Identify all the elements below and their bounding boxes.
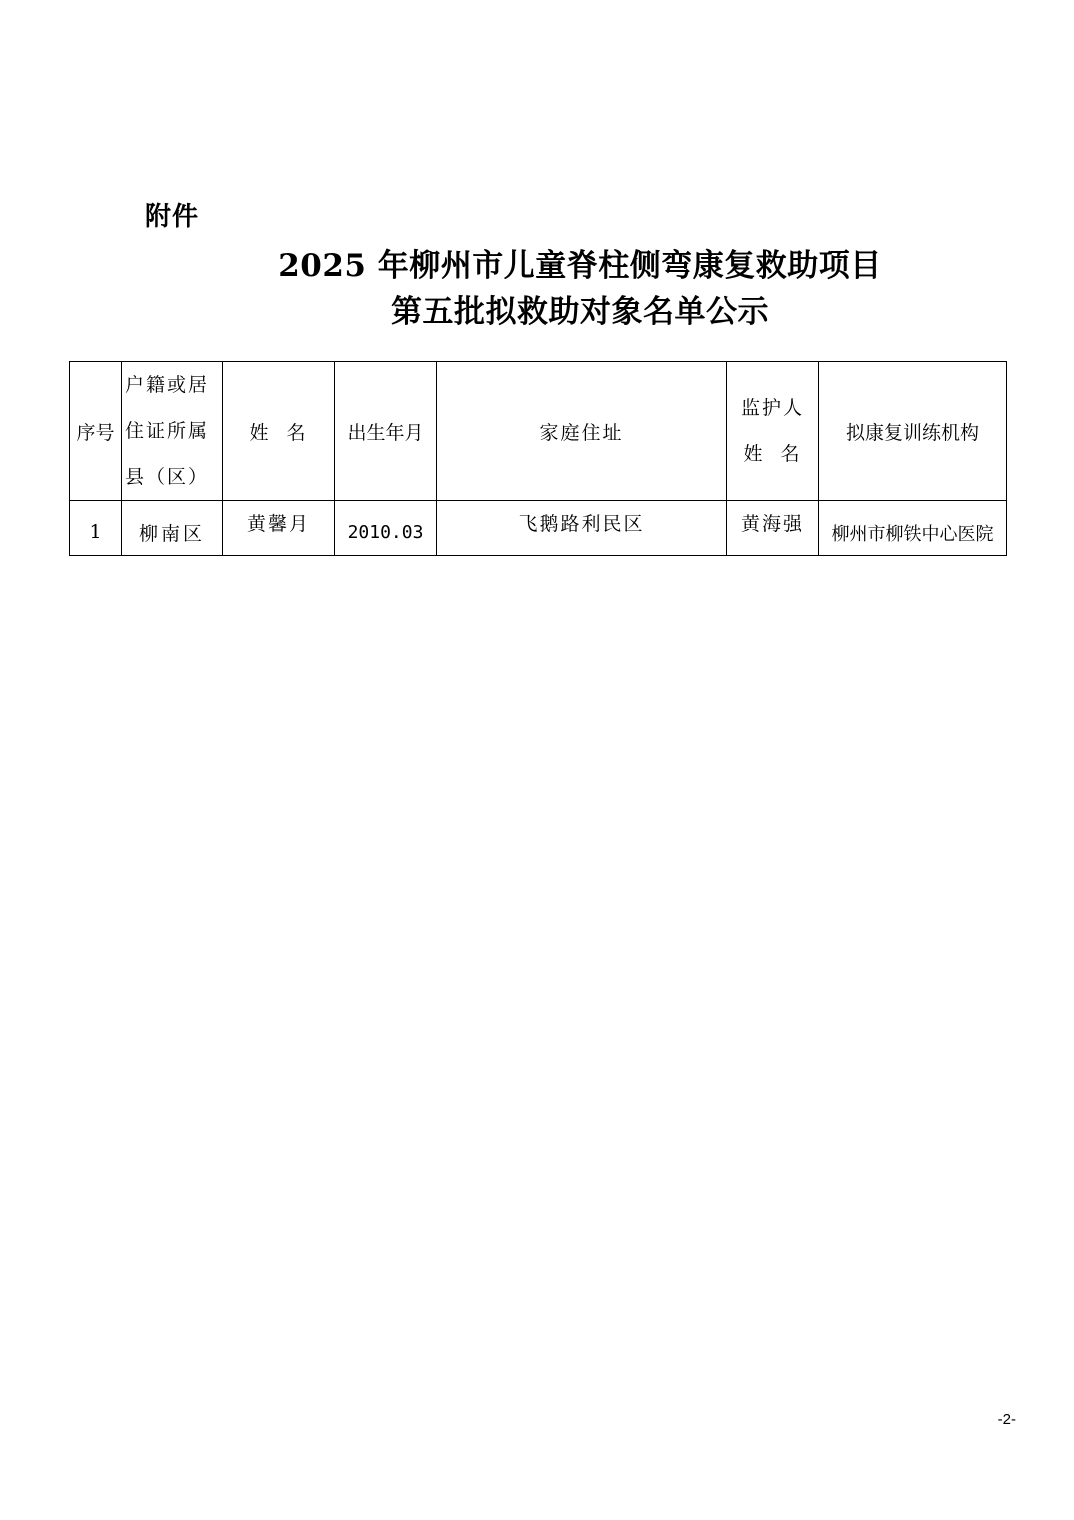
cell-name xyxy=(223,501,335,556)
cell-birth xyxy=(335,501,437,556)
header-birth xyxy=(335,362,437,501)
header-guardian-label: 监护人 姓 名 xyxy=(740,397,804,465)
cell-name-value: 黄馨月 xyxy=(246,512,310,535)
cell-institution xyxy=(819,501,1007,556)
table-row xyxy=(70,501,1007,556)
cell-county-value: 柳南区 xyxy=(138,522,205,545)
cell-birth-value: 2010.03 xyxy=(347,522,424,543)
cell-seq xyxy=(70,501,122,556)
cell-guardian xyxy=(727,501,819,556)
header-guardian xyxy=(727,362,819,501)
attachment-label: 附件 xyxy=(145,202,200,232)
header-address xyxy=(437,362,727,501)
header-institution xyxy=(819,362,1007,501)
page-number: -2- xyxy=(997,1411,1016,1428)
header-name-label: 姓 名 xyxy=(249,421,308,444)
cell-guardian-value: 黄海强 xyxy=(740,512,804,535)
recipient-list-table xyxy=(69,361,1007,556)
cell-institution-value: 柳州市柳铁中心医院 xyxy=(831,524,994,545)
header-address-label: 家庭住址 xyxy=(539,421,624,444)
header-seq-label: 序号 xyxy=(76,421,115,444)
header-seq xyxy=(70,362,122,501)
header-name xyxy=(223,362,335,501)
cell-address-value: 飞鹅路利民区 xyxy=(518,512,645,535)
cell-address xyxy=(437,501,727,556)
document-title-line1: 2025 年柳州市儿童脊柱侧弯康复救助项目 xyxy=(278,248,882,284)
header-birth-label: 出生年月 xyxy=(347,421,424,444)
header-institution-label: 拟康复训练机构 xyxy=(845,421,979,444)
header-county xyxy=(122,362,223,501)
document-title-line2: 第五批拟救助对象名单公示 xyxy=(391,294,769,330)
cell-county xyxy=(122,501,223,556)
cell-seq-value: 1 xyxy=(89,521,102,543)
table-header-row xyxy=(70,362,1007,501)
header-county-label: 户籍或居 住证所属 县（区） xyxy=(125,374,210,488)
